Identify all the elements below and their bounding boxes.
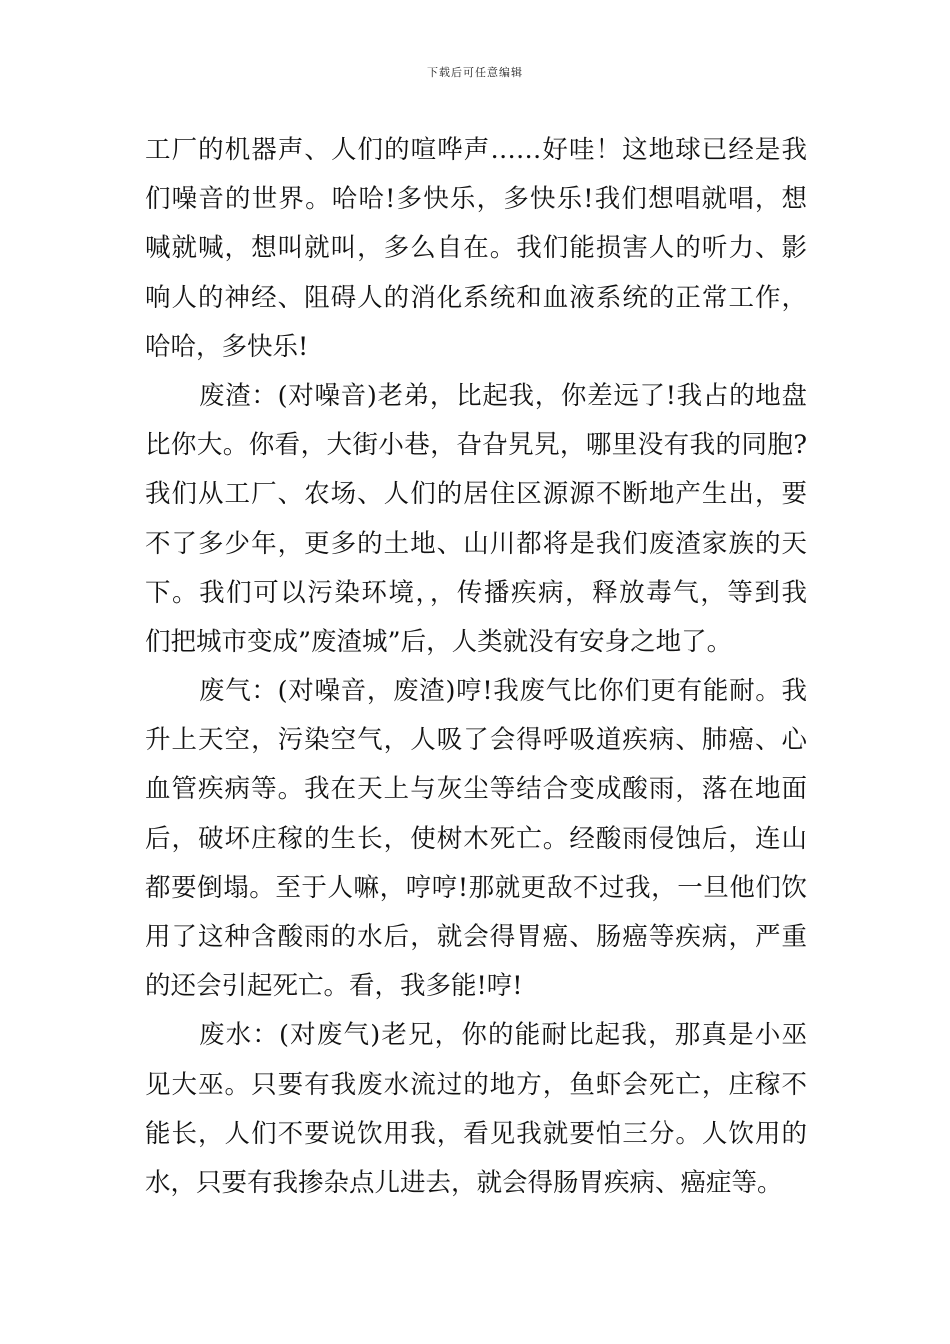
text-line: 下。我们可以污染环境，，传播疾病，释放毒气，等到我 [145,577,807,608]
text-line: 们把城市变成”废渣城”后，人类就没有安身之地了。 [145,626,733,657]
paragraph-start-line: 废渣：(对噪音)老弟，比起我，你差远了!我占的地盘 [199,380,807,411]
text-line: 的还会引起死亡。看，我多能!哼! [145,971,523,1002]
text-line: 都要倒塌。至于人嘛，哼哼!那就更敌不过我，一旦他们饮 [145,872,807,903]
text-line: 血管疾病等。我在天上与灰尘等结合变成酸雨，落在地面 [145,774,807,805]
page-header: 下载后可任意编辑 [427,66,523,79]
text-line: 哈哈，多快乐! [145,331,309,362]
text-line: 不了多少年，更多的土地、山川都将是我们废渣家族的天 [145,528,807,559]
paragraph-start-line: 废气：(对噪音，废渣)哼!我废气比你们更有能耐。我 [199,676,807,707]
text-line: 喊就喊，想叫就叫，多么自在。我们能损害人的听力、影 [145,233,807,264]
text-line: 我们从工厂、农场、人们的居住区源源不断地产生出，要 [145,479,807,510]
text-line: 工厂的机器声、人们的喧哗声……好哇！这地球已经是我 [145,135,807,165]
text-line: 见大巫。只要有我废水流过的地方，鱼虾会死亡，庄稼不 [145,1069,807,1100]
text-line: 能长，人们不要说饮用我，看见我就要怕三分。人饮用的 [145,1118,807,1149]
paragraph-start-line: 废水：(对废气)老兄，你的能耐比起我，那真是小巫 [199,1020,807,1051]
text-line: 水，只要有我掺杂点儿进去，就会得肠胃疾病、癌症等。 [145,1167,783,1198]
text-line: 们噪音的世界。哈哈!多快乐，多快乐!我们想唱就唱，想 [145,184,807,215]
body-text [145,126,807,1208]
text-line: 用了这种含酸雨的水后，就会得胃癌、肠癌等疾病，严重 [145,922,807,952]
text-line: 比你大。你看，大街小巷，旮旮旯旯，哪里没有我的同胞? [145,430,807,461]
text-line: 升上天空，污染空气，人吸了会得呼吸道疾病、肺癌、心 [145,725,807,756]
text-line: 后，破坏庄稼的生长，使树木死亡。经酸雨侵蚀后，连山 [145,823,807,854]
text-line: 响人的神经、阻碍人的消化系统和血液系统的正常工作， [145,282,807,313]
